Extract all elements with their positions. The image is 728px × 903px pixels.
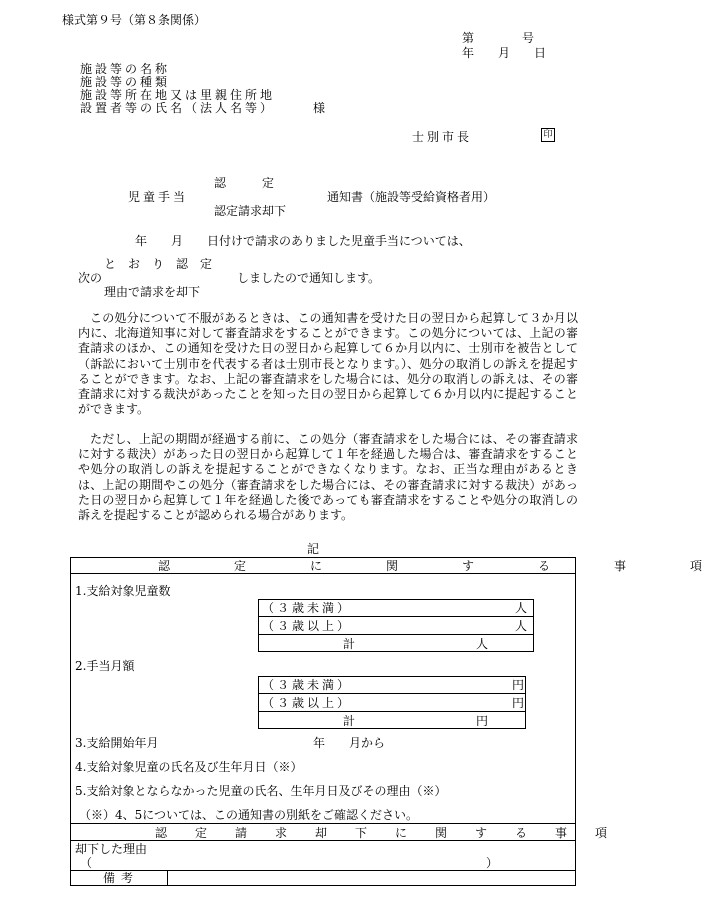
title-suffix: 通知書（施設等受給資格者用） (327, 190, 496, 204)
title-option-approval: 認 定 (214, 176, 275, 190)
issuer-name: 士別市長 (412, 130, 473, 144)
table-divider (70, 840, 576, 841)
table-divider (258, 711, 526, 712)
table-divider (70, 823, 576, 824)
child-count-over3-label: （３歳以上） (262, 619, 353, 633)
remarks-label: 備考 (103, 871, 140, 885)
monthly-amount-under3-unit: 円 (512, 678, 525, 692)
table-divider (70, 573, 576, 574)
child-count-under3-unit: 人 (515, 601, 528, 615)
start-month-value: 年 月から (313, 736, 386, 750)
seal-mark: 印 (541, 128, 555, 142)
intro-option-rejection: 理由で請求を却下 (104, 285, 201, 299)
child-count-under3-label: （３歳未満） (262, 601, 353, 615)
table-divider (258, 634, 534, 635)
intro-line: 年 月 日付けで請求のありました児童手当については、 (135, 234, 471, 248)
issue-date-label: 年 月 日 (462, 46, 547, 60)
founder-name-label: 設置者等の氏名（法人名等） (80, 101, 276, 115)
child-count-label: 1.支給対象児童数 (75, 584, 171, 598)
monthly-amount-over3-unit: 円 (512, 696, 525, 710)
monthly-amount-under3-label: （３歳未満） (262, 678, 353, 692)
facility-address-label: 施設等所在地又は里親住所地 (80, 88, 276, 102)
monthly-amount-total-label: 計 (343, 714, 356, 728)
table-divider (70, 870, 576, 871)
rejection-reason-paren-open: （ (80, 856, 93, 870)
monthly-amount-total-unit: 円 (476, 714, 489, 728)
ineligible-children-label: 5.支給対象とならなかった児童の氏名、生年月日及びその理由（※） (75, 784, 447, 798)
table-divider (258, 616, 534, 617)
rejection-section-header: 認 定 請 求 却 下 に 関 す る 事 項 (155, 826, 616, 840)
monthly-amount-label: 2.手当月額 (75, 659, 135, 673)
eligible-children-label: 4.支給対象児童の氏名及び生年月日（※） (75, 760, 303, 774)
monthly-amount-over3-label: （３歳以上） (262, 696, 353, 710)
start-month-label: 3.支給開始年月 (75, 736, 159, 750)
table-divider (258, 693, 526, 694)
child-count-over3-unit: 人 (515, 619, 528, 633)
deadline-paragraph: ただし、上記の期間が経過する前に、この処分（審査請求をした場合には、その審査請求に対する裁決）があった日の翌日から起算して１年を経過した場合は、審査請求をすることや処分の取消しの訴えを提起することができなくなります。なお、正当な理由があるときは、上記の期間やこの処分（審査請求をした場合には、その審査請求に対する裁決）があった日の翌日から起算して１年を経過した後であっても審査請求をすることや処分の取消しの訴えを提起することが認められる場合があります。 (78, 432, 578, 523)
ki-mark: 記 (307, 542, 320, 556)
intro-suffix: しましたので通知します。 (237, 271, 381, 285)
intro-prefix: 次の (78, 271, 103, 285)
child-count-total-unit: 人 (476, 637, 489, 651)
intro-option-approval: と お り 認 定 (104, 257, 213, 271)
appeal-paragraph: この処分について不服があるときは、この通知書を受けた日の翌日から起算して３か月以内に、北海道知事に対して審査請求をすることができます。この処分については、上記の審査請求のほか、この通知を受けた日の翌日から起算して６か月以内に、士別市を被告として（訴訟において士別市を代表する者は士別市長となります。）、処分の取消しの訴えを提起することができます。なお、上記の審査請求をした場合には、処分の取消しの訴えは、その審査請求に対する裁決があったことを知った日の翌日から起算して６か月以内に提起することができます。 (78, 311, 578, 417)
honorific: 様 (313, 101, 326, 115)
title-option-rejection: 認定請求却下 (214, 204, 287, 218)
rejection-reason-label: 却下した理由 (75, 842, 148, 856)
document-number-label: 第 号 (462, 31, 535, 45)
facility-name-label: 施設等の名称 (80, 62, 171, 76)
facility-type-label: 施設等の種類 (80, 75, 171, 89)
table-divider (167, 870, 168, 886)
rejection-reason-paren-close: ） (486, 856, 499, 870)
approval-section-header: 認 定 に 関 す る 事 項 (158, 559, 728, 573)
child-count-total-label: 計 (343, 637, 356, 651)
title-prefix: 児童手当 (128, 190, 189, 204)
form-number: 様式第９号（第８条関係） (62, 13, 207, 27)
annex-note: （※）4、5については、この通知書の別紙をご確認ください。 (79, 808, 419, 822)
